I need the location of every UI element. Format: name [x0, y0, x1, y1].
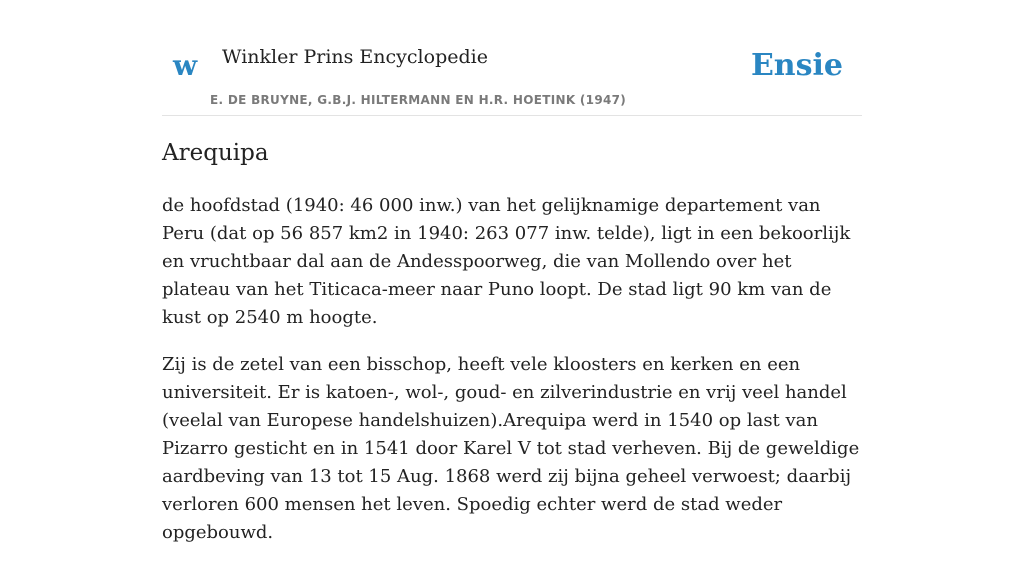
- source-title[interactable]: Winkler Prins Encyclopedie: [222, 46, 488, 68]
- header: [162, 38, 862, 116]
- article-paragraph: de hoofdstad (1940: 46 000 inw.) van het gelijknamige departement van Peru (dat op 56 857 km2 in 1940: 263 077 inw. telde), ligt in een bekoorlijk en vruchtbaar dal aan de Andesspoorweg, die van Mollendo over het plateau van het Titicaca-meer naar Puno loopt. De stad ligt 90 km van de kust op 2540 m hoogte.: [162, 195, 851, 328]
- article-title: Arequipa: [162, 140, 269, 166]
- article-body: [162, 192, 862, 566]
- ensie-logo-link[interactable]: Ensie: [750, 48, 843, 83]
- article-paragraph: Zij is de zetel van een bisschop, heeft vele kloosters en kerken en een universiteit. Er is katoen-, wol-, goud- en zilverindustrie en vrij veel handel (veelal van Europese handelshuizen).Arequipa werd in 1540 op last van Pizarro gesticht en in 1541 door Karel V tot stad verheven. Bij de geweldige aardbeving van 13 tot 15 Aug. 1868 werd zij bijna geheel verwoest; daarbij verloren 600 mensen het leven. Spoedig echter werd de stad weder opgebouwd.: [162, 354, 860, 543]
- winkler-prins-logo[interactable]: w: [173, 49, 198, 82]
- source-authors: E. DE BRUYNE, G.B.J. HILTERMANN EN H.R. HOETINK (1947): [210, 93, 627, 107]
